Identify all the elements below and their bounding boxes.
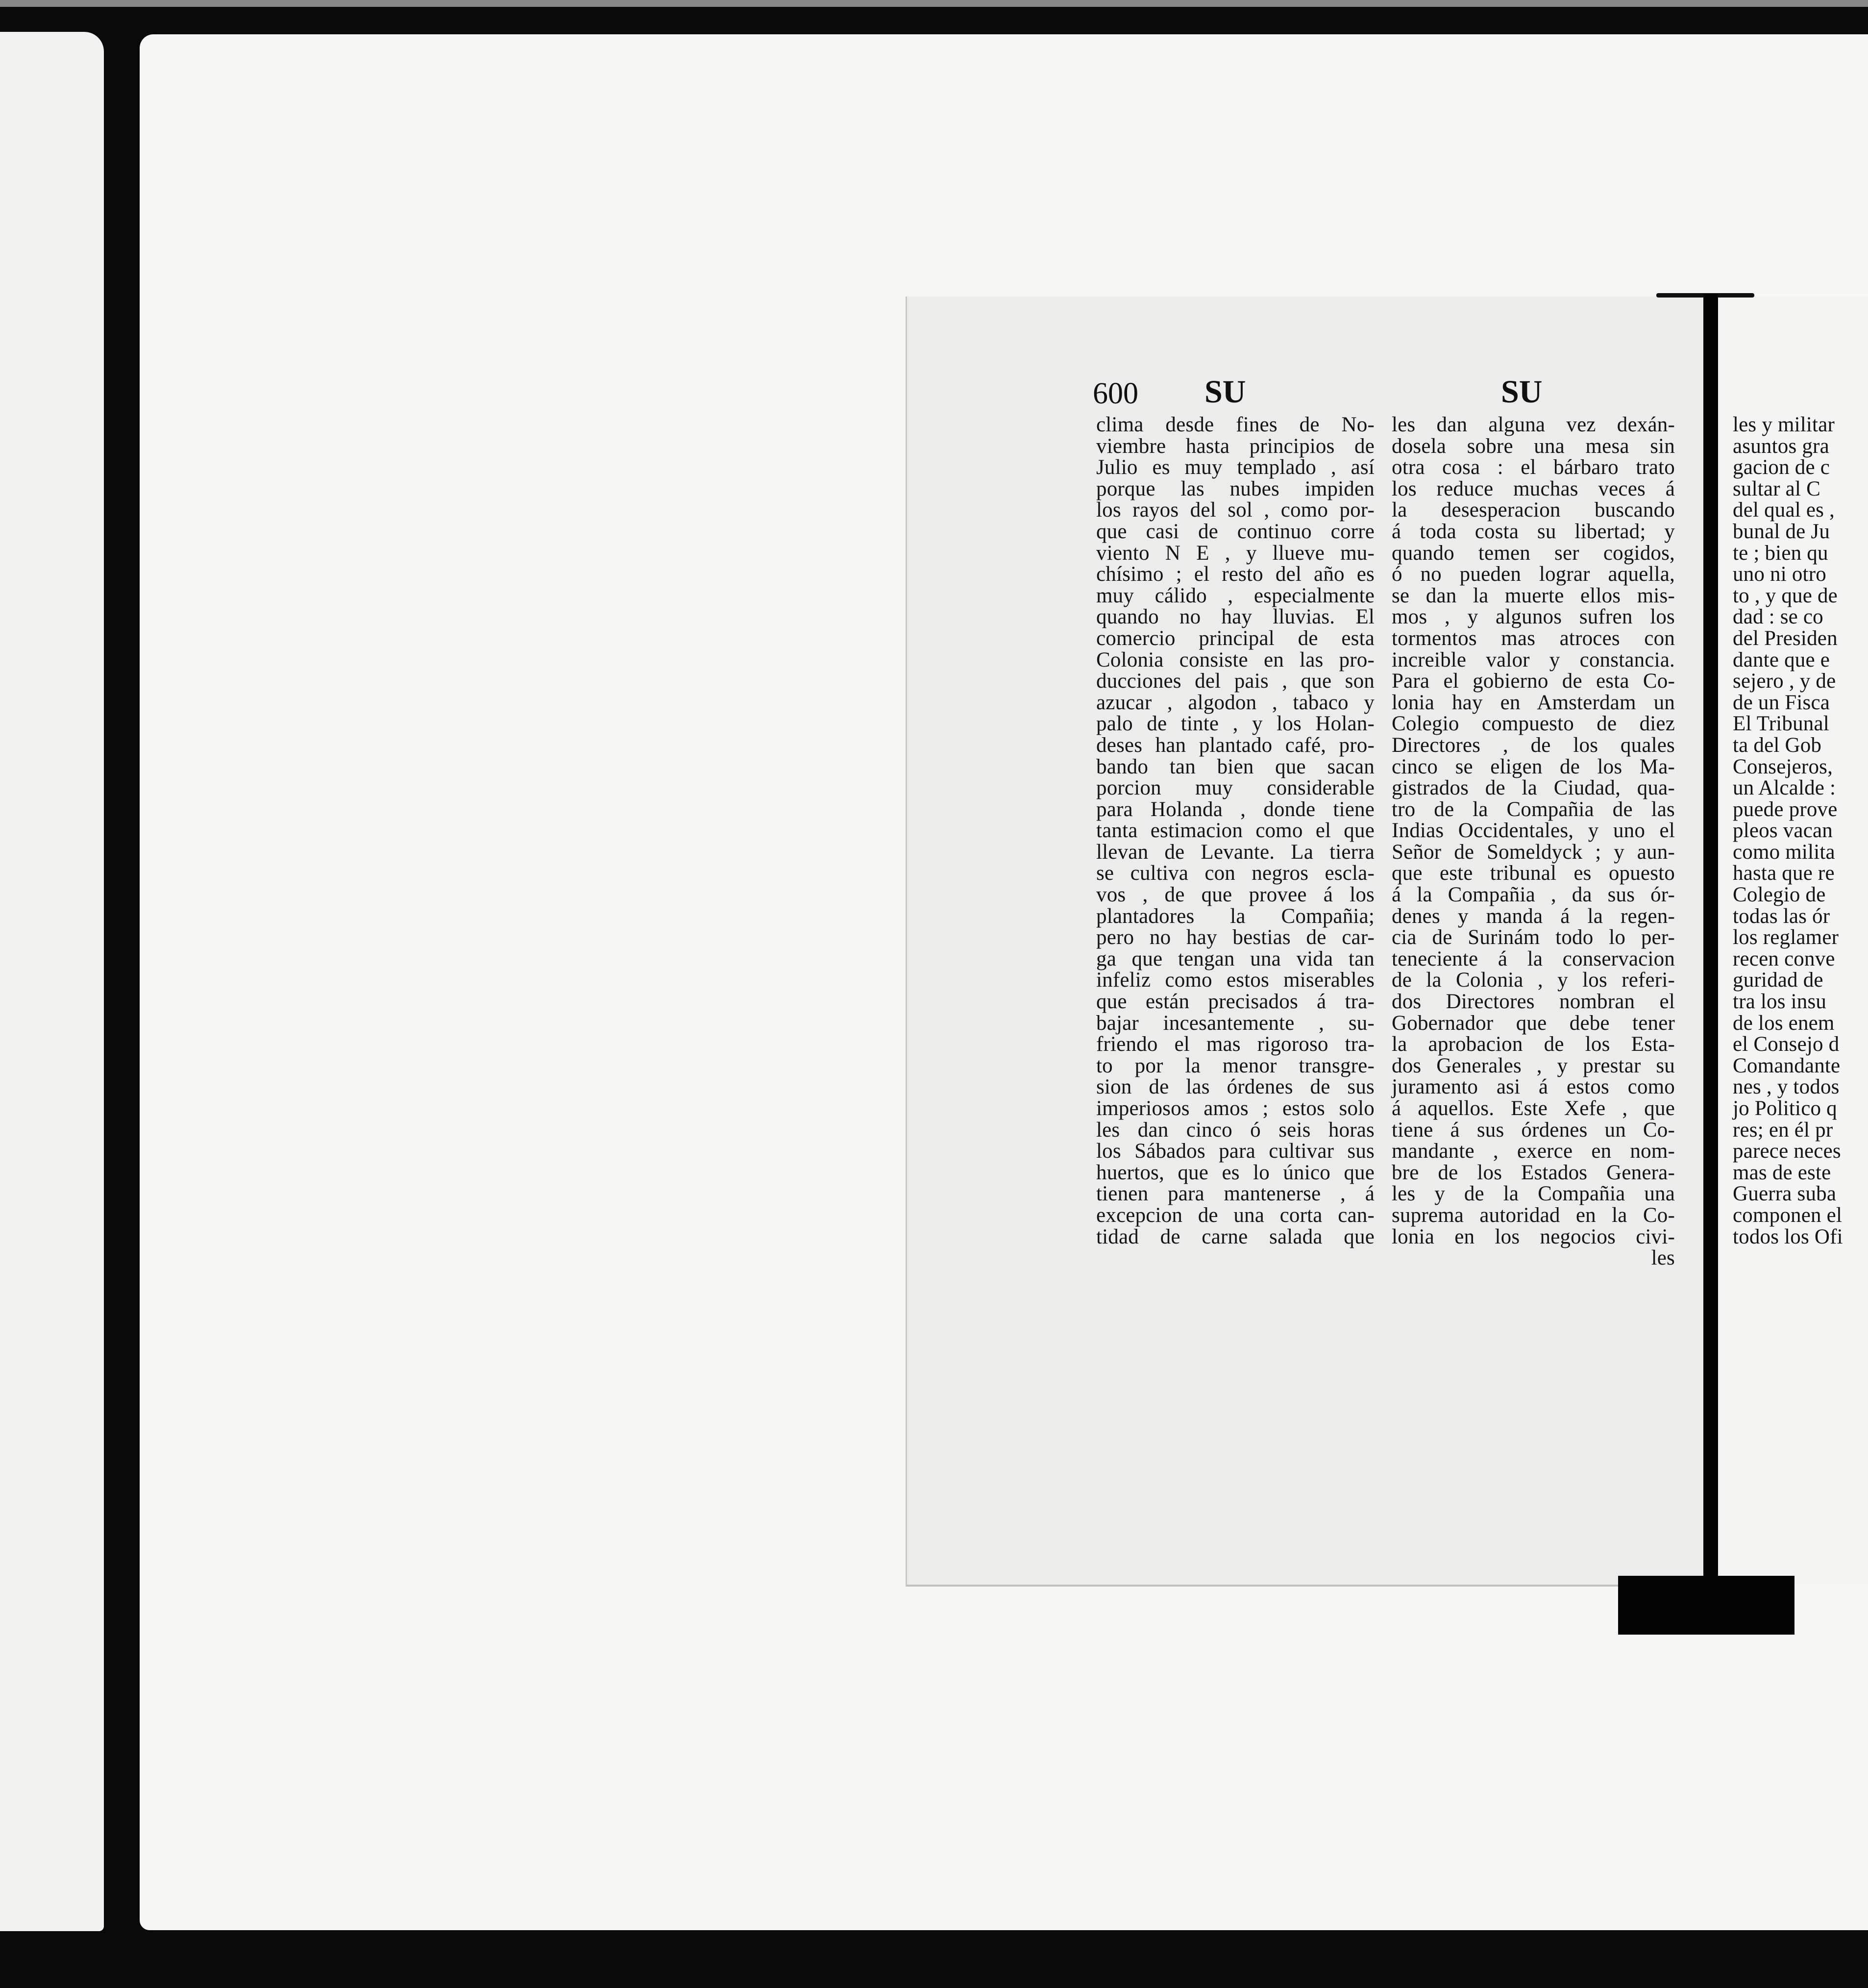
text-line: Indias Occidentales, y uno el bbox=[1392, 819, 1675, 843]
text-line: Comandante bbox=[1733, 1054, 1841, 1077]
text-line: jo Politico q bbox=[1733, 1097, 1837, 1120]
text-line: viento N E , y llueve mu- bbox=[1096, 541, 1375, 565]
text-line: plantadores la Compañia; bbox=[1096, 904, 1375, 928]
text-line: los rayos del sol , como por- bbox=[1096, 498, 1375, 522]
text-line: los Sábados para cultivar sus bbox=[1096, 1140, 1375, 1163]
text-line: mas de este bbox=[1733, 1161, 1831, 1184]
text-line: mandante , exerce en nom- bbox=[1392, 1140, 1675, 1163]
text-line: lonia en los negocios civi- bbox=[1392, 1225, 1675, 1248]
text-line: sultar al C bbox=[1733, 477, 1820, 500]
text-line: pero no hay bestias de car- bbox=[1096, 926, 1375, 949]
text-line: parece neces bbox=[1733, 1140, 1841, 1163]
text-line: friendo el mas rigoroso tra- bbox=[1096, 1033, 1375, 1056]
text-line: ga que tengan una vida tan bbox=[1096, 947, 1375, 970]
text-column-right bbox=[1392, 414, 1675, 1269]
text-line: El Tribunal bbox=[1733, 712, 1829, 736]
text-line: infeliz como estos miserables bbox=[1096, 969, 1375, 992]
text-line: de los enem bbox=[1733, 1011, 1835, 1035]
text-line: teneciente á la conservacion bbox=[1392, 947, 1675, 970]
text-line: la desesperacion buscando bbox=[1392, 498, 1675, 522]
text-line: la aprobacion de los Esta- bbox=[1392, 1033, 1675, 1056]
text-line: ducciones del pais , que son bbox=[1096, 670, 1375, 693]
text-line: bunal de Ju bbox=[1733, 520, 1830, 543]
text-line: del qual es , bbox=[1733, 498, 1835, 522]
text-line: Colonia consiste en las pro- bbox=[1096, 648, 1375, 671]
text-line: Para el gobierno de esta Co- bbox=[1392, 670, 1675, 693]
text-line: que casi de continuo corre bbox=[1096, 520, 1375, 543]
text-line: Julio es muy templado , así bbox=[1096, 456, 1375, 479]
text-line: gacion de c bbox=[1733, 456, 1830, 479]
text-line: imperiosos amos ; estos solo bbox=[1096, 1097, 1375, 1120]
text-line: cia de Surinám todo lo per- bbox=[1392, 926, 1675, 949]
text-line: un Alcalde : bbox=[1733, 776, 1836, 800]
text-line: dad : se co bbox=[1733, 605, 1823, 629]
text-line: dosela sobre una mesa sin bbox=[1392, 434, 1675, 458]
film-edge bbox=[0, 0, 1868, 7]
text-line: otra cosa : el bárbaro trato bbox=[1392, 456, 1675, 479]
text-line: el Consejo d bbox=[1733, 1033, 1840, 1056]
text-line: tidad de carne salada que bbox=[1096, 1225, 1375, 1248]
gutter-divider bbox=[1703, 294, 1718, 1578]
text-line: se dan la muerte ellos mis- bbox=[1392, 584, 1675, 607]
text-line: bando tan bien que sacan bbox=[1096, 755, 1375, 778]
text-line: Señor de Someldyck ; y aun- bbox=[1392, 840, 1675, 864]
text-line: te ; bien qu bbox=[1733, 541, 1828, 565]
text-line: azucar , algodon , tabaco y bbox=[1096, 691, 1375, 714]
text-line: de un Fisca bbox=[1733, 691, 1830, 714]
text-line: vos , de que provee á los bbox=[1096, 883, 1375, 907]
text-line: increible valor y constancia. bbox=[1392, 648, 1675, 671]
text-line: recen conve bbox=[1733, 947, 1835, 970]
text-line: dante que e bbox=[1733, 648, 1830, 671]
film-mask-block bbox=[1618, 1576, 1794, 1635]
text-line: tormentos mas atroces con bbox=[1392, 626, 1675, 650]
text-line: to , y que de bbox=[1733, 584, 1838, 607]
text-line: Guerra suba bbox=[1733, 1182, 1837, 1206]
text-line: sejero , y de bbox=[1733, 670, 1836, 693]
text-line: todos los Ofi bbox=[1733, 1225, 1843, 1248]
text-line: les y de la Compañia una bbox=[1392, 1182, 1675, 1206]
text-line: comercio principal de esta bbox=[1096, 626, 1375, 650]
previous-frame-edge bbox=[0, 32, 104, 1931]
text-line: porque las nubes impiden bbox=[1096, 477, 1375, 500]
text-line: á la Compañia , da sus ór- bbox=[1392, 883, 1675, 907]
text-line: pleos vacan bbox=[1733, 819, 1833, 843]
text-line: dos Generales , y prestar su bbox=[1392, 1054, 1675, 1077]
running-head-left: SU bbox=[1204, 374, 1246, 410]
text-line: ó no pueden lograr aquella, bbox=[1392, 563, 1675, 586]
text-line: bajar incesantemente , su- bbox=[1096, 1011, 1375, 1035]
text-line: como milita bbox=[1733, 840, 1835, 864]
text-line: sion de las órdenes de sus bbox=[1096, 1075, 1375, 1099]
text-line: tanta estimacion como el que bbox=[1096, 819, 1375, 843]
text-line: los reduce muchas veces á bbox=[1392, 477, 1675, 500]
text-line: los reglamer bbox=[1733, 926, 1839, 949]
text-line: denes y manda á la regen- bbox=[1392, 904, 1675, 928]
catchword: les bbox=[1651, 1246, 1675, 1270]
text-line: Colegio de bbox=[1733, 883, 1826, 907]
text-line: excepcion de una corta can- bbox=[1096, 1203, 1375, 1227]
text-line: uno ni otro bbox=[1733, 563, 1826, 586]
text-line: nes , y todos bbox=[1733, 1075, 1840, 1099]
text-line: tienen para mantenerse , á bbox=[1096, 1182, 1375, 1206]
running-head-right: SU bbox=[1501, 374, 1543, 410]
text-column-facing-page bbox=[1733, 414, 1868, 1247]
text-line: todas las ór bbox=[1733, 904, 1830, 928]
text-line: quando no hay lluvias. El bbox=[1096, 605, 1375, 629]
text-line: juramento asi á estos como bbox=[1392, 1075, 1675, 1099]
text-line: asuntos gra bbox=[1733, 434, 1829, 458]
text-line: les dan cinco ó seis horas bbox=[1096, 1118, 1375, 1142]
text-line: á aquellos. Este Xefe , que bbox=[1392, 1097, 1675, 1120]
text-line: quando temen ser cogidos, bbox=[1392, 541, 1675, 565]
text-line: les dan alguna vez dexán- bbox=[1392, 413, 1675, 436]
text-line: hasta que re bbox=[1733, 862, 1835, 885]
text-line: á toda costa su libertad; y bbox=[1392, 520, 1675, 543]
text-line: huertos, que es lo único que bbox=[1096, 1161, 1375, 1184]
text-line: les y militar bbox=[1733, 413, 1835, 436]
text-line: de la Colonia , y los referi- bbox=[1392, 969, 1675, 992]
text-line: deses han plantado café, pro- bbox=[1096, 733, 1375, 757]
text-line: tro de la Compañia de las bbox=[1392, 797, 1675, 821]
text-line: Gobernador que debe tener bbox=[1392, 1011, 1675, 1035]
text-line: que este tribunal es opuesto bbox=[1392, 862, 1675, 885]
text-line: cinco se eligen de los Ma- bbox=[1392, 755, 1675, 778]
text-line: que están precisados á tra- bbox=[1096, 990, 1375, 1014]
text-line: chísimo ; el resto del año es bbox=[1096, 563, 1375, 586]
text-line: Colegio compuesto de diez bbox=[1392, 712, 1675, 736]
text-line: viembre hasta principios de bbox=[1096, 434, 1375, 458]
text-line: componen el bbox=[1733, 1203, 1843, 1227]
text-line: gistrados de la Ciudad, qua- bbox=[1392, 776, 1675, 800]
text-line: muy cálido , especialmente bbox=[1096, 584, 1375, 607]
text-line: del Presiden bbox=[1733, 626, 1838, 650]
text-line: suprema autoridad en la Co- bbox=[1392, 1203, 1675, 1227]
text-line: clima desde fines de No- bbox=[1096, 413, 1375, 436]
text-line: mos , y algunos sufren los bbox=[1392, 605, 1675, 629]
text-line: tra los insu bbox=[1733, 990, 1827, 1014]
page-number: 600 bbox=[1093, 377, 1138, 410]
text-line: Directores , de los quales bbox=[1392, 733, 1675, 757]
text-line: lonia hay en Amsterdam un bbox=[1392, 691, 1675, 714]
text-line: se cultiva con negros escla- bbox=[1096, 862, 1375, 885]
text-line: llevan de Levante. La tierra bbox=[1096, 840, 1375, 864]
text-line: para Holanda , donde tiene bbox=[1096, 797, 1375, 821]
text-line: res; en él pr bbox=[1733, 1118, 1833, 1142]
text-line: puede prove bbox=[1733, 797, 1838, 821]
text-line: porcion muy considerable bbox=[1096, 776, 1375, 800]
text-line: palo de tinte , y los Holan- bbox=[1096, 712, 1375, 736]
text-line: dos Directores nombran el bbox=[1392, 990, 1675, 1014]
text-column-left bbox=[1096, 414, 1375, 1247]
text-line: tiene á sus órdenes un Co- bbox=[1392, 1118, 1675, 1142]
text-line: guridad de bbox=[1733, 969, 1823, 992]
text-line: Consejeros, bbox=[1733, 755, 1833, 778]
text-line: to por la menor transgre- bbox=[1096, 1054, 1375, 1077]
text-line: ta del Gob bbox=[1733, 733, 1822, 757]
text-line: bre de los Estados Genera- bbox=[1392, 1161, 1675, 1184]
